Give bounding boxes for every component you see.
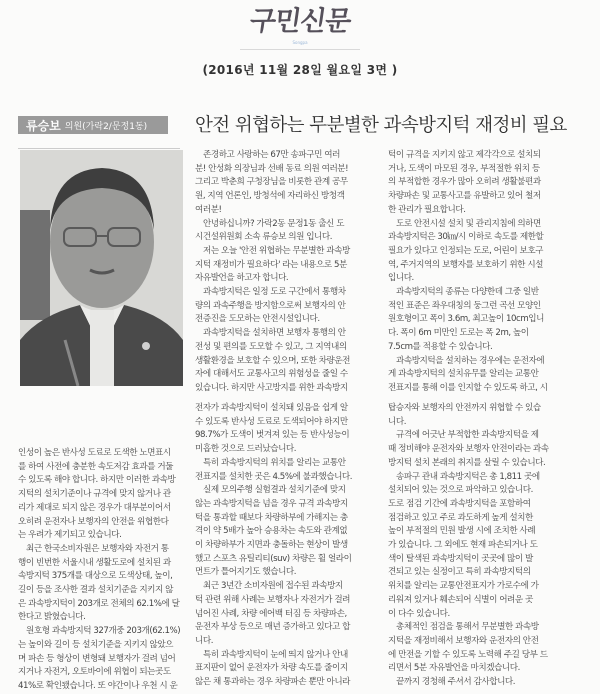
article-line: 넘어진 사례, 차량 에어백 터짐 등 차량파손, — [195, 608, 347, 619]
article-line: 41%로 확인됐습니다. 또 야간이나 우천 시 운 — [18, 680, 178, 691]
article-line: 역, 주거지역의 보행자를 보호하기 위한 시설 — [388, 259, 544, 270]
article-line: 에 만전을 기할 수 있도록 노력해 주길 당부 드 — [388, 649, 548, 660]
article-column-1-bottom — [195, 402, 385, 690]
masthead-divider — [240, 49, 360, 50]
article-line: 원호형 과속방지턱 327개중 203개(62.1%) — [26, 626, 181, 637]
article-line: 규격에 어긋난 부적합한 과속방지턱을 제 — [396, 430, 539, 441]
article-line: 니다. — [195, 635, 213, 646]
article-line: 송파구 관내 과속방지턱은 총 1,811 곳에 — [396, 471, 540, 482]
article-line: 특히 과속방지턱의 위치를 알리는 교통안 — [203, 457, 346, 468]
article-line: 은 과속방지턱이 203개로 전체의 62.1%에 달 — [18, 598, 180, 609]
article-line: 시건설위원회 소속 류승보 의원 입니다. — [195, 232, 333, 243]
article-line: 전표지를 통해 이를 인지할 수 있도록 하고, 시 — [388, 382, 548, 393]
article-line: 과속방지턱은 30㎞/시 이하로 속도를 제한할 — [388, 232, 544, 243]
article-line: 7.5cm를 적용할 수 있습니다. — [388, 341, 493, 352]
article-line: 지턱 재정비가 필요하다' 라는 내용으로 5분 — [195, 259, 347, 270]
article-line: 표지판이 없어 운전자가 차량 속도를 줄이지 — [195, 663, 348, 674]
article-line: 는 우려가 제기되고 있습니다. — [18, 530, 122, 541]
article-line: 입니다. — [388, 273, 414, 284]
article-line: 분! 안성화 의장님과 선배 동료 의원 여러분! — [195, 163, 349, 174]
article-line: 설치되어 있는 것으로 파악하고 있습니다. — [388, 485, 533, 496]
article-line: 도로 점검 기간에 과속방지턱을 포함하여 — [388, 498, 531, 509]
article-line: 의 부적합한 경우가 많아 오히려 생활불편과 — [388, 177, 541, 188]
article-line: 운전자 부상 등으로 매년 증가하고 있다고 합 — [195, 622, 351, 633]
article-line: 최근 한국소비자원은 보행자와 자전거 통 — [26, 543, 169, 554]
article-column-2-top — [388, 149, 598, 396]
author-role: 의원(가락2/문정1동) — [64, 121, 148, 132]
article-line: 오히려 운전자나 보행자의 안전을 위협한다 — [18, 516, 169, 527]
article-line: 안녕하십니까? 가락2동 문정1동 출신 도 — [203, 218, 345, 229]
article-line: 를 하여 사전에 충분한 속도저감 효과를 거둘 — [18, 461, 174, 472]
article-line: 견되고 있는 실정이고 특히 과속방지턱의 — [388, 567, 531, 578]
article-line: 실제 모의주행 실험결과 설치기준에 맞지 — [203, 485, 346, 496]
article-line: 이 차량하부가 지면과 충돌하는 현상이 발생 — [195, 540, 348, 551]
article-line: 리가 제대로 되지 않은 경우가 대부분이어서 — [18, 502, 171, 513]
article-line: 미흡한 것으로 드러났습니다. — [195, 444, 297, 455]
article-line: 먼트가 틀어지기도 했습니다. — [195, 567, 297, 578]
article-line: 때 정비해야 운전자와 보행자 안전이라는 과속 — [388, 444, 549, 455]
article-line: 수 있도록 해야 합니다. 하지만 이러한 과속방 — [18, 475, 176, 486]
article-line: 수 있도록 반사성 도료로 도색되어야 하지만 — [195, 416, 348, 427]
article-line: 리면서 5분 자유발언을 마치겠습니다. — [388, 663, 520, 674]
article-line: 방지턱 설치 본래의 취지를 살릴 수 있습니다. — [388, 457, 546, 468]
article-line: 했고 스포츠 유틸리티(suv) 차량은 휠 얼라이 — [195, 553, 352, 564]
article-line: 행이 빈번한 서울시내 생활도로에 설치된 과 — [18, 557, 171, 568]
article-line: 여러분! — [195, 204, 222, 215]
article-line: 게 과속방지턱의 설치유무를 알리는 교통안 — [388, 369, 539, 380]
article-line: 끝까지 경청해 주셔서 감사합니다. — [396, 677, 516, 688]
article-line: 턱 관련 위해 사례는 보행자나 자전거가 걸려 — [195, 594, 351, 605]
article-line: 점검하고 있고 주로 과도하게 높게 설치한 — [388, 512, 533, 523]
article-line: 는 높이와 길이 등 설치기준을 지키지 않았으 — [18, 639, 174, 650]
article-line: 특히 과속방지턱이 눈에 띄지 않거나 안내 — [203, 649, 348, 660]
article-line: 리워져 있거나 훼손되어 식별이 어려운 곳 — [388, 594, 533, 605]
article-line: 차량파손 및 교통사고를 유발하고 있어 철저 — [388, 191, 541, 202]
article-line: 위치를 알리는 교통안전표지가 가로수에 가 — [388, 581, 539, 592]
article-line: 턱이 규격을 지키지 않고 제각각으로 설치되 — [388, 150, 541, 160]
article-line: 원호형이고 폭이 3.6m, 최고높이 10cm입니 — [388, 314, 544, 325]
article-line: 탑승자와 보행자의 안전까지 위협할 수 있습 — [388, 403, 541, 413]
article-line: 98.7%가 도색이 벗겨져 있는 등 반사성능이 — [195, 430, 350, 441]
article-line: 생활환경을 보호할 수 있으며, 또한 차량운전 — [195, 355, 351, 366]
article-line: 도로 안전시설 설치 및 관리지침에 의하면 — [396, 218, 541, 229]
portrait-photo-icon — [20, 150, 183, 386]
article-line: 다. 폭이 6m 미만인 도로는 폭 2m, 높이 — [388, 328, 529, 339]
article-line: 적인 표준은 좌우대칭의 둥그런 곡선 모양인 — [388, 300, 541, 311]
article-line: 최근 3년간 소비자원에 접수된 과속방지 — [203, 581, 343, 592]
article-line: 길이 등을 조사한 결과 설치기준을 지키지 않 — [18, 585, 174, 596]
headline: 안전 위협하는 무분별한 과속방지턱 재정비 필요 — [195, 115, 567, 136]
newspaper-logo: 구민신문 — [247, 6, 353, 37]
article-line: 가 있습니다. 그 외에도 현재 파손되거나 도 — [388, 540, 538, 551]
article-line: 과속방지턱의 종류는 다양한데 그중 일반 — [396, 287, 539, 298]
portrait-photo — [20, 150, 183, 386]
article-line: 지턱을 재정비해서 보행자와 운전자의 안전 — [388, 635, 539, 646]
article-line: 전증진을 도모하는 안전시설입니다. — [195, 314, 320, 325]
article-line: 이 다수 있습니다. — [388, 608, 450, 619]
article-line: 자에 대해서도 교통사고의 위험성을 줄일 수 — [195, 369, 348, 380]
author-name: 류승보 — [26, 118, 61, 133]
article-line: 색이 탈색된 과속방지턱이 곳곳에 많이 발 — [388, 553, 533, 564]
article-line: 그리고 박춘희 구청장님을 비롯한 관계 공무 — [195, 177, 348, 188]
article-line: 전표지를 설치한 곳은 4.5%에 불과했습니다. — [195, 471, 353, 482]
article-line: 자유발언을 하고자 합니다. — [195, 273, 289, 284]
byline-box — [18, 116, 168, 134]
article-line: 한 관리가 필요합니다. — [388, 204, 466, 215]
article-line: 지턱의 설치기준이나 규격에 맞지 않거나 관 — [18, 489, 171, 500]
article-line: 턱을 통과할 때보다 차량하부에 가해지는 충 — [195, 512, 348, 523]
article-column-1-top — [195, 149, 385, 396]
article-line: 전자가 과속방지턱이 설치돼 있음을 쉽게 알 — [195, 403, 348, 413]
article-line: 과속방지턱을 설치하면 보행자 통행의 안 — [203, 328, 346, 339]
byline-divider — [18, 148, 180, 149]
article-line: 과속방지턱을 설치하는 경우에는 운전자에 — [396, 355, 545, 366]
article-line: 높이 부적절의 민원 발생 시에 조치한 사례 — [388, 526, 536, 537]
article-line: 전성 및 편의를 도모할 수 있고, 그 지역내의 — [195, 341, 347, 352]
masthead — [0, 0, 600, 77]
article-line: 량의 과속주행을 방지함으로써 보행자의 안 — [195, 300, 346, 311]
article-line: 존경하고 사랑하는 67만 송파구민 여러 — [203, 150, 340, 160]
article-line: 과속방지턱은 일정 도로 구간에서 통행차 — [203, 287, 346, 298]
article-line: 한다고 밝혔습니다. — [18, 612, 86, 623]
issue-date: (2016년 11월 28일 월요일 3면 ) — [202, 63, 398, 77]
article-line: 저는 오늘 '안전 위협하는 무분별한 과속방 — [203, 245, 350, 256]
article-line: 거나, 도색이 마모된 경우, 부적절한 위치 등 — [388, 163, 540, 174]
article-column-2-bottom — [388, 402, 598, 690]
article-line: 총체적인 점검을 통해서 무분별한 과속방 — [396, 622, 539, 633]
logo-subtitle: Songpa — [292, 40, 308, 45]
article-column-0-bottom — [18, 447, 198, 694]
article-line: 있습니다. 하지만 사고방지를 위한 과속방지 — [195, 382, 348, 393]
article-line: 원, 지역 언론인, 방청석에 자리하신 방청객 — [195, 191, 345, 202]
article-line: 필요가 있다고 인정되는 도로, 어린이 보호구 — [388, 245, 544, 256]
article-line: 격이 약 5배가 높아 승용차는 속도와 관계없 — [195, 526, 348, 537]
article-line: 니다. — [388, 416, 406, 427]
article-line: 않는 과속방지턱을 넘을 경우 규격 과속방지 — [195, 498, 348, 509]
article-line: 않은 채 통과하는 경우 차량파손 뿐만 아니라 — [195, 677, 351, 688]
article-line: 속방지턱 375개를 대상으로 도색상태, 높이, — [18, 571, 173, 582]
article-line: 인성이 높은 반사성 도료로 도색한 노면표시 — [18, 448, 171, 458]
article-line: 지거나 자전거, 오토바이에 위협이 되는곳도 — [18, 667, 171, 678]
article-line: 며 파손 등 형상이 변형돼 보행자가 걸려 넘어 — [18, 653, 176, 664]
